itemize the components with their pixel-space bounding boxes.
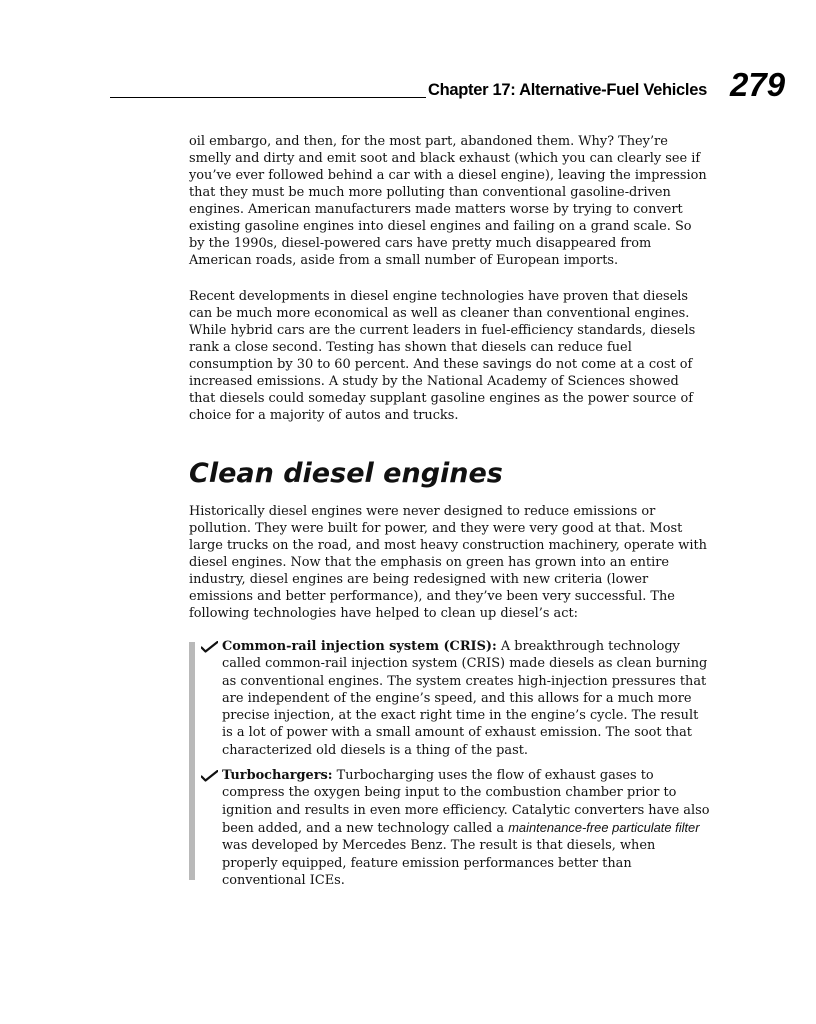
bullet-text: Turbocharging uses the flow of exhaust gases to compress the oxygen being input to the combustion chamber prior to ignition and results in even more efficiency. Catalytic converters have also been added, and a new technology called a <box>222 768 710 836</box>
page-number: 279 <box>730 66 786 103</box>
bullet-term: Common-rail injection system (CRIS): <box>222 639 497 654</box>
section-intro <box>189 503 709 622</box>
header-rule <box>110 97 426 98</box>
check-icon <box>201 770 218 782</box>
paragraph-text: Recent developments in diesel engine technologies have proven that diesels can be much more economical as well as cleaner than conventional engines. While hybrid cars are the current leaders in fuel-efficiency standards, diesels rank a close second. Testing has shown that diesels can reduce fuel consumption by 30 to 60 percent. And these savings do not come at a cost of increased emissions. A study by the National Academy of Sciences showed that diesels could someday supplant gasoline engines as the power source of choice for a majority of autos and trucks. <box>189 289 696 423</box>
bullet-term: Turbochargers: <box>222 768 333 784</box>
running-head: Chapter 17: Alternative-Fuel Vehicles <box>428 81 707 99</box>
body-paragraph <box>189 133 709 269</box>
bullet-list <box>200 638 710 897</box>
check-icon <box>201 641 218 653</box>
paragraph-text: Historically diesel engines were never designed to reduce emissions or pollution. They were built for power, and they were very good at that. Most large trucks on the road, and most heavy construction machinery, operate with diesel engines. Now that the emphasis on green has grown into an entire industry, diesel engines are being redesigned with new criteria (lower emissions and better performance), and they’ve been very successful. The following technologies have helped to clean up diesel’s act: <box>189 504 707 621</box>
list-sidebar-bar <box>189 642 195 880</box>
section-heading: Clean diesel engines <box>189 458 503 489</box>
paragraph-text: oil embargo, and then, for the most part, abandoned them. Why? They’re smelly and dirty and emit soot and black exhaust (which you can clearly see if you’ve ever followed behind a car with a diesel engine), leaving the impression that they must be much more polluting than conventional gasoline-driven engines. American manufacturers made matters worse by trying to convert existing gasoline engines into diesel engines and failing on a grand scale. So by the 1990s, diesel-powered cars have pretty much disappeared from American roads, aside from a small number of European imports. <box>189 134 707 268</box>
list-item <box>200 638 710 759</box>
bullet-text: A breakthrough technology called common-rail injection system (CRIS) made diesels as clean burning as conventional engines. The system creates high-injection pressures that are independent of the engine’s speed, and this allows for a much more precise injection, at the exact right time in the engine’s cycle. The result is a lot of power with a small amount of exhaust emission. The soot that characterized old diesels is a thing of the past. <box>222 639 708 758</box>
list-item <box>200 767 710 889</box>
bullet-text: was developed by Mercedes Benz. The result is that diesels, when properly equipped, feature emission performances better than conventional ICEs. <box>222 838 656 888</box>
bullet-emphasis: maintenance-free particulate filter <box>508 819 700 835</box>
body-paragraph <box>189 288 709 424</box>
